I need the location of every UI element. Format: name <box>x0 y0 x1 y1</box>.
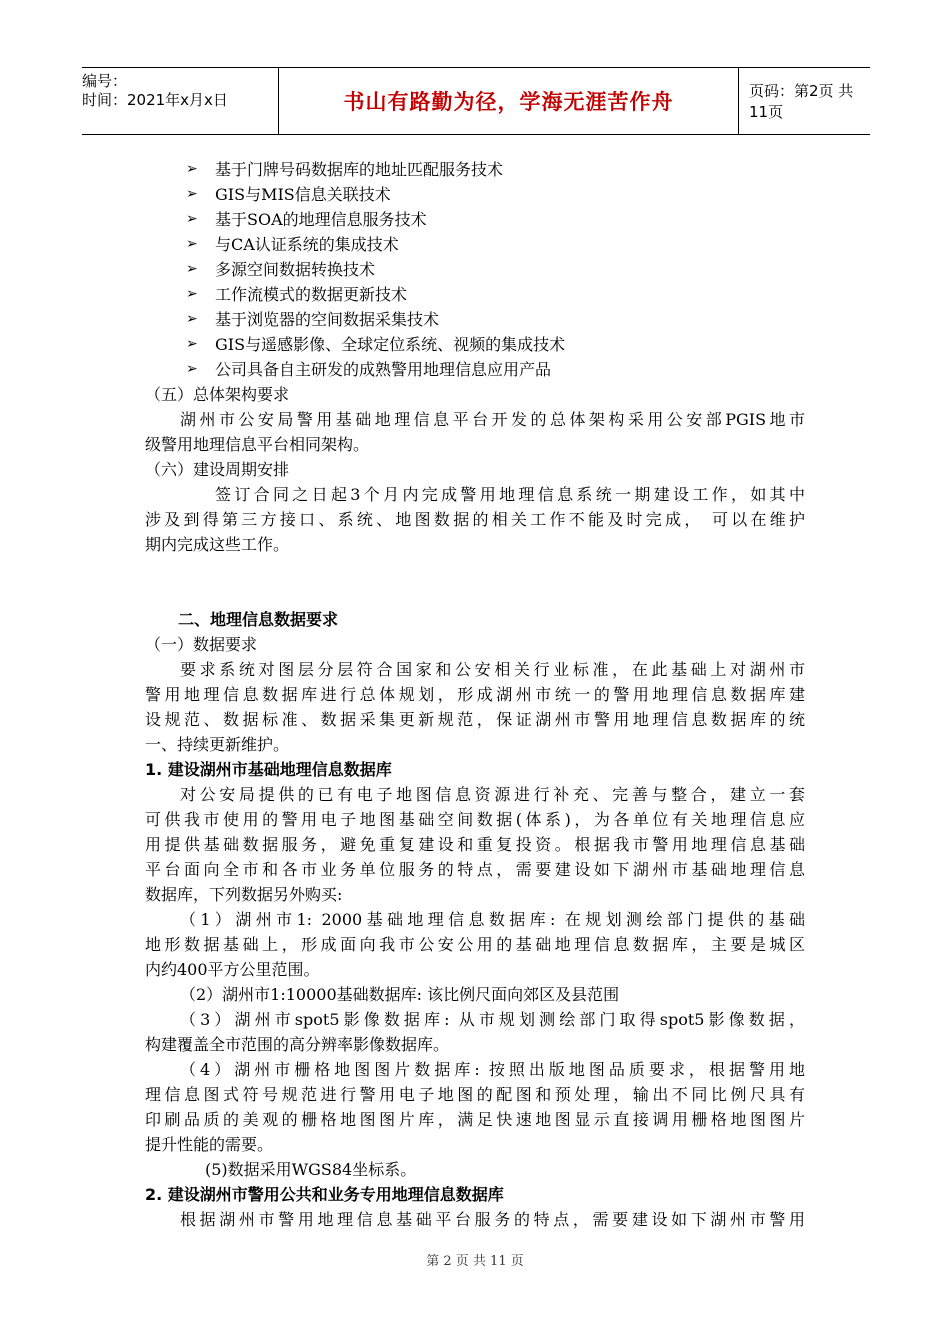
subsection-heading: 1. 建设湖州市基础地理信息数据库 <box>145 760 392 779</box>
paragraph-line: 地形数据基础上，形成面向我市公安公用的基础地理信息数据库，主要是城区 <box>145 935 805 954</box>
paragraph-line: （3）湖州市spot5影像数据库: 从市规划测绘部门取得spot5影像数据， <box>180 1010 805 1029</box>
header-motto: 书山有路勤为径，学海无涯苦作舟 <box>278 68 739 134</box>
arrow-bullet-icon: ➢ <box>186 336 198 352</box>
header-meta <box>82 68 278 134</box>
paragraph-line: （2）湖州市1:10000基础数据库: 该比例尺面向郊区及县范围 <box>180 985 620 1004</box>
paragraph-line: 设规范、数据标准、数据采集更新规范，保证湖州市警用地理信息数据库的统 <box>145 710 805 729</box>
paragraph-line: 提升性能的需要。 <box>145 1135 274 1154</box>
paragraph-line: 用提供基础数据服务，避免重复建设和重复投资。根据我市警用地理信息基础 <box>145 835 805 854</box>
arrow-bullet-icon: ➢ <box>186 161 198 177</box>
paragraph-line: 理信息图式符号规范进行警用电子地图的配图和预处理，输出不同比例尺具有 <box>145 1085 805 1104</box>
paragraph-line: 涉及到得第三方接口、系统、地图数据的相关工作不能及时完成， 可以在维护 <box>145 510 805 529</box>
list-item: 基于门牌号码数据库的地址匹配服务技术 <box>215 160 504 179</box>
arrow-bullet-icon: ➢ <box>186 361 198 377</box>
paragraph-line: 构建覆盖全市范围的高分辨率影像数据库。 <box>145 1035 450 1054</box>
paragraph-line: 期内完成这些工作。 <box>145 535 290 554</box>
section-heading: （六）建设周期安排 <box>145 460 290 479</box>
header-number-label: 编号： <box>82 72 128 90</box>
list-item: GIS与遥感影像、全球定位系统、视频的集成技术 <box>215 335 566 354</box>
arrow-bullet-icon: ➢ <box>186 311 198 327</box>
paragraph-line: 湖州市公安局警用基础地理信息平台开发的总体架构采用公安部PGIS地市 <box>180 410 805 429</box>
section-heading: （五）总体架构要求 <box>145 385 290 404</box>
paragraph-line: 要求系统对图层分层符合国家和公安相关行业标准，在此基础上对湖州市 <box>180 660 805 679</box>
paragraph-line: 级警用地理信息平台相同架构。 <box>145 435 370 454</box>
paragraph-line: 数据库，下列数据另外购买: <box>145 885 343 904</box>
paragraph-line: 警用地理信息数据库进行总体规划，形成湖州市统一的警用地理信息数据库建 <box>145 685 805 704</box>
arrow-bullet-icon: ➢ <box>186 186 198 202</box>
paragraph-line: 对公安局提供的已有电子地图信息资源进行补充、完善与整合，建立一套 <box>180 785 805 804</box>
chapter-heading: 二、地理信息数据要求 <box>178 610 339 629</box>
paragraph-line: 签订合同之日起3个月内完成警用地理信息系统一期建设工作，如其中 <box>215 485 805 504</box>
subsection-heading: 2. 建设湖州市警用公共和业务专用地理信息数据库 <box>145 1185 504 1204</box>
list-item: 工作流模式的数据更新技术 <box>215 285 408 304</box>
header-time-label: 时间：2021年x月x日 <box>82 91 228 109</box>
header-page-info: 页码：第2页 共11页 <box>749 82 854 121</box>
paragraph-line: （1）湖州市1: 2000基础地理信息数据库: 在规划测绘部门提供的基础 <box>180 910 805 929</box>
arrow-bullet-icon: ➢ <box>186 236 198 252</box>
page-header <box>82 67 870 135</box>
arrow-bullet-icon: ➢ <box>186 286 198 302</box>
paragraph-line: 内约400平方公里范围。 <box>145 960 320 979</box>
arrow-bullet-icon: ➢ <box>186 261 198 277</box>
list-item: GIS与MIS信息关联技术 <box>215 185 391 204</box>
list-item: 多源空间数据转换技术 <box>215 260 376 279</box>
list-item: 基于SOA的地理信息服务技术 <box>215 210 427 229</box>
paragraph-line: （4）湖州市栅格地图图片数据库: 按照出版地图品质要求，根据警用地 <box>180 1060 805 1079</box>
paragraph-line: 可供我市使用的警用电子地图基础空间数据(体系)，为各单位有关地理信息应 <box>145 810 805 829</box>
list-item: 与CA认证系统的集成技术 <box>215 235 399 254</box>
page-footer: 第 2 页 共 11 页 <box>426 1254 524 1269</box>
paragraph-line: 平台面向全市和各市业务单位服务的特点，需要建设如下湖州市基础地理信息 <box>145 860 805 879</box>
arrow-bullet-icon: ➢ <box>186 211 198 227</box>
paragraph-line: 一、持续更新维护。 <box>145 735 290 754</box>
list-item: 公司具备自主研发的成熟警用地理信息应用产品 <box>215 360 552 379</box>
paragraph-line: (5)数据采用WGS84坐标系。 <box>205 1160 417 1179</box>
paragraph-line: 印刷品质的美观的栅格地图图片库，满足快速地图显示直接调用栅格地图图片 <box>145 1110 805 1129</box>
paragraph-line: 根据湖州市警用地理信息基础平台服务的特点，需要建设如下湖州市警用 <box>180 1210 805 1229</box>
list-item: 基于浏览器的空间数据采集技术 <box>215 310 440 329</box>
section-heading: （一）数据要求 <box>145 635 258 654</box>
